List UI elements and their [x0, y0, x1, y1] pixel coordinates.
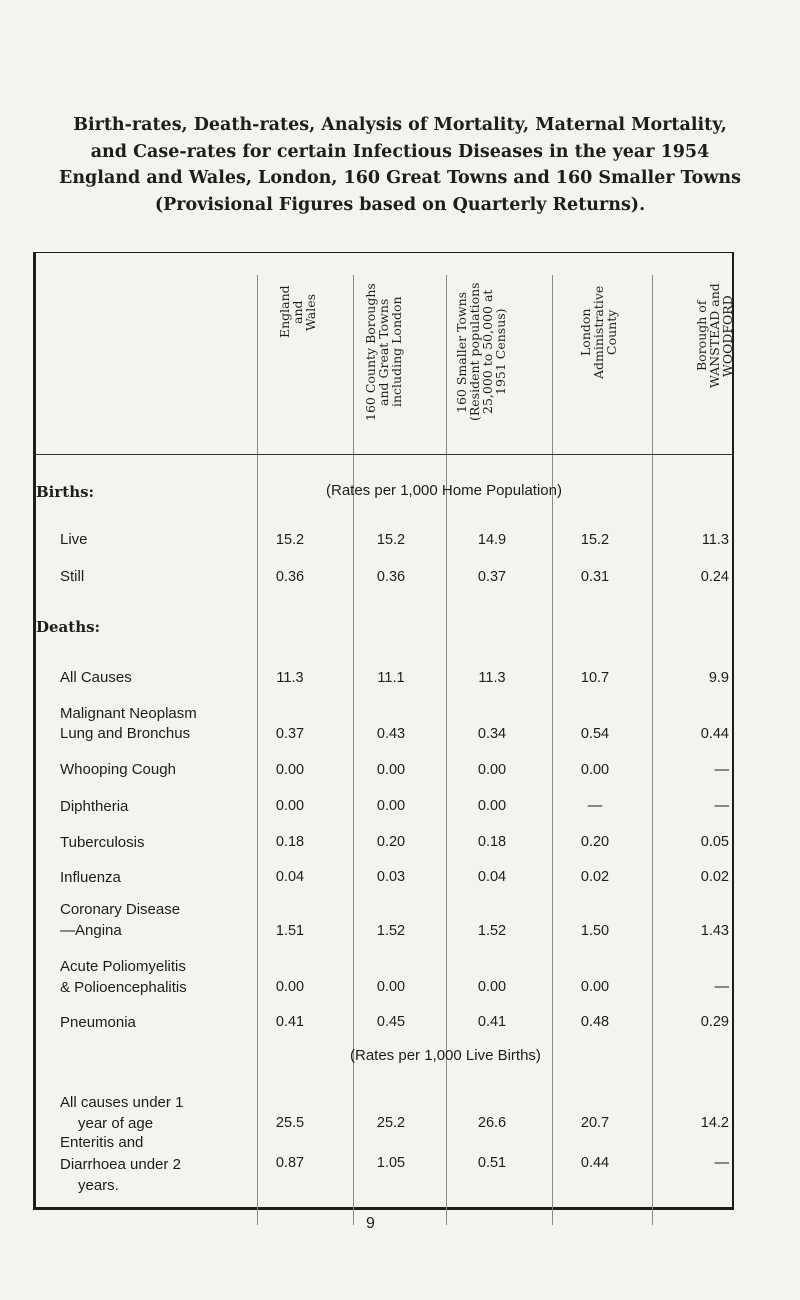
table-cell: 0.18: [275, 834, 305, 850]
row-label: Still: [60, 568, 85, 585]
table-cell: —: [714, 798, 729, 814]
table-cell: 0.00: [477, 798, 507, 814]
table-cell: 0.00: [376, 762, 406, 778]
row-label: Influenza: [60, 869, 121, 886]
row-label: All causes under 1: [60, 1094, 184, 1111]
table-cell: 1.52: [477, 923, 507, 939]
row-label: Tuberculosis: [60, 834, 145, 851]
column-header-line: County: [604, 309, 619, 355]
rate-note-home-population: (Rates per 1,000 Home Population): [326, 482, 562, 499]
table-cell: 1.50: [580, 923, 610, 939]
table-cell: 0.03: [376, 869, 406, 885]
section-births: Births:: [36, 483, 95, 501]
column-header-smaller-towns: [447, 262, 552, 452]
row-label: Coronary Disease: [60, 901, 181, 918]
table-cell: 25.2: [376, 1115, 406, 1131]
column-header-line: 160 County Boroughs: [363, 283, 378, 421]
table-cell: 0.00: [477, 979, 507, 995]
column-header-line: Administrative: [591, 285, 606, 379]
header-rule: [35, 454, 732, 455]
table-cell: 11.1: [377, 670, 405, 686]
table-cell: 0.54: [580, 726, 610, 742]
page-number: 9: [366, 1215, 375, 1232]
column-header-line: WANSTEAD and: [707, 283, 722, 389]
column-header-line: Wales: [303, 293, 318, 331]
row-label: Whooping Cough: [60, 761, 176, 778]
table-cell: 14.9: [477, 532, 507, 548]
rate-note-live-births: (Rates per 1,000 Live Births): [350, 1047, 541, 1064]
column-header-london: [553, 262, 652, 452]
column-header-line: WOODFORD: [720, 295, 735, 377]
row-label: Lung and Bronchus: [60, 725, 191, 742]
table-cell: 9.9: [708, 670, 729, 686]
row-label: Pneumonia: [60, 1014, 136, 1031]
table-cell: 0.36: [275, 569, 305, 585]
row-label: Enteritis and: [60, 1134, 144, 1151]
table-cell: —: [714, 762, 729, 778]
title-line: (Provisional Figures based on Quarterly Returns).: [154, 194, 646, 215]
column-header-line: England: [277, 285, 292, 339]
table-cell: 0.45: [376, 1014, 406, 1030]
row-label: years.: [78, 1177, 119, 1194]
table-cell: 0.29: [700, 1014, 729, 1030]
row-label: —Angina: [60, 922, 122, 939]
column-header-line: and Great Towns: [376, 298, 391, 406]
column-header-line: 1951 Census): [493, 308, 508, 396]
row-label: Diarrhoea under 2: [60, 1156, 181, 1173]
table-cell: 0.24: [700, 569, 729, 585]
table-cell: 0.51: [477, 1155, 507, 1171]
table-cell: 0.00: [376, 979, 406, 995]
table-cell: 0.18: [477, 834, 507, 850]
table-cell: 0.00: [275, 762, 305, 778]
title-line: Birth-rates, Death-rates, Analysis of Mortality, Maternal Mortality,: [73, 115, 727, 135]
table-cell: 0.04: [275, 869, 305, 885]
table-cell: 0.04: [477, 869, 507, 885]
table-cell: 25.5: [275, 1115, 305, 1131]
table-cell: 0.43: [376, 726, 406, 742]
table-cell: 11.3: [478, 670, 506, 686]
table-cell: —: [714, 1155, 729, 1171]
section-deaths: Deaths:: [36, 618, 101, 636]
table-cell: 0.31: [580, 569, 610, 585]
table-cell: —: [714, 979, 729, 995]
table-cell: 0.00: [275, 798, 305, 814]
table-cell: 1.05: [376, 1155, 406, 1171]
column-header-line: Borough of: [694, 300, 709, 372]
table-cell: 0.48: [580, 1014, 610, 1030]
table-cell: 0.41: [275, 1014, 305, 1030]
row-label: & Polioencephalitis: [60, 979, 187, 996]
column-header-wanstead: [653, 262, 733, 452]
table-cell: 0.37: [477, 569, 507, 585]
table-cell: 0.05: [700, 834, 729, 850]
table-cell: 0.00: [275, 979, 305, 995]
column-header-county-boroughs: [354, 262, 446, 452]
table-cell: 26.6: [477, 1115, 507, 1131]
column-header-line: London: [578, 308, 593, 356]
table-cell: 11.3: [276, 670, 304, 686]
row-label: Live: [60, 531, 88, 548]
table-cell: 10.7: [580, 670, 610, 686]
table-cell: 0.00: [477, 762, 507, 778]
table-cell: 0.34: [477, 726, 507, 742]
table-cell: 0.20: [376, 834, 406, 850]
table-cell: 0.00: [580, 762, 610, 778]
column-header-line: including London: [389, 296, 404, 408]
title-line: England and Wales, London, 160 Great Towns and 160 Smaller Towns: [59, 168, 741, 188]
row-label: Malignant Neoplasm: [60, 705, 197, 722]
table-cell: 1.52: [376, 923, 406, 939]
table-cell: 20.7: [580, 1115, 610, 1131]
table-cell: —: [587, 798, 603, 814]
column-header-england-wales: [258, 262, 353, 452]
table-cell: 0.87: [275, 1155, 305, 1171]
table-cell: 0.44: [580, 1155, 610, 1171]
table-cell: 0.44: [700, 726, 729, 742]
table-cell: 1.43: [700, 923, 729, 939]
column-header-line: and: [290, 300, 305, 324]
table-cell: 1.51: [275, 923, 305, 939]
table-cell: 14.2: [700, 1115, 729, 1131]
table-cell: 0.00: [580, 979, 610, 995]
column-header-line: 25,000 to 50,000 at: [480, 289, 495, 415]
table-cell: 0.37: [275, 726, 305, 742]
row-label: All Causes: [60, 669, 132, 686]
table-cell: 0.36: [376, 569, 406, 585]
table-cell: 0.02: [700, 869, 729, 885]
row-label: year of age: [78, 1115, 154, 1132]
title-line: and Case-rates for certain Infectious Diseases in the year 1954: [90, 141, 710, 162]
table-cell: 0.20: [580, 834, 610, 850]
column-header-line: (Resident populations: [467, 282, 482, 422]
table-cell: 0.00: [376, 798, 406, 814]
table-cell: 15.2: [376, 532, 406, 548]
table-cell: 15.2: [275, 532, 305, 548]
column-header-line: 160 Smaller Towns: [454, 291, 469, 413]
table-cell: 0.41: [477, 1014, 507, 1030]
row-label: Diphtheria: [60, 798, 129, 815]
row-label: Acute Poliomyelitis: [60, 958, 186, 975]
table-cell: 15.2: [580, 532, 610, 548]
table-cell: 0.02: [580, 869, 610, 885]
page-title: [20, 112, 780, 218]
table-cell: 11.3: [701, 532, 729, 548]
